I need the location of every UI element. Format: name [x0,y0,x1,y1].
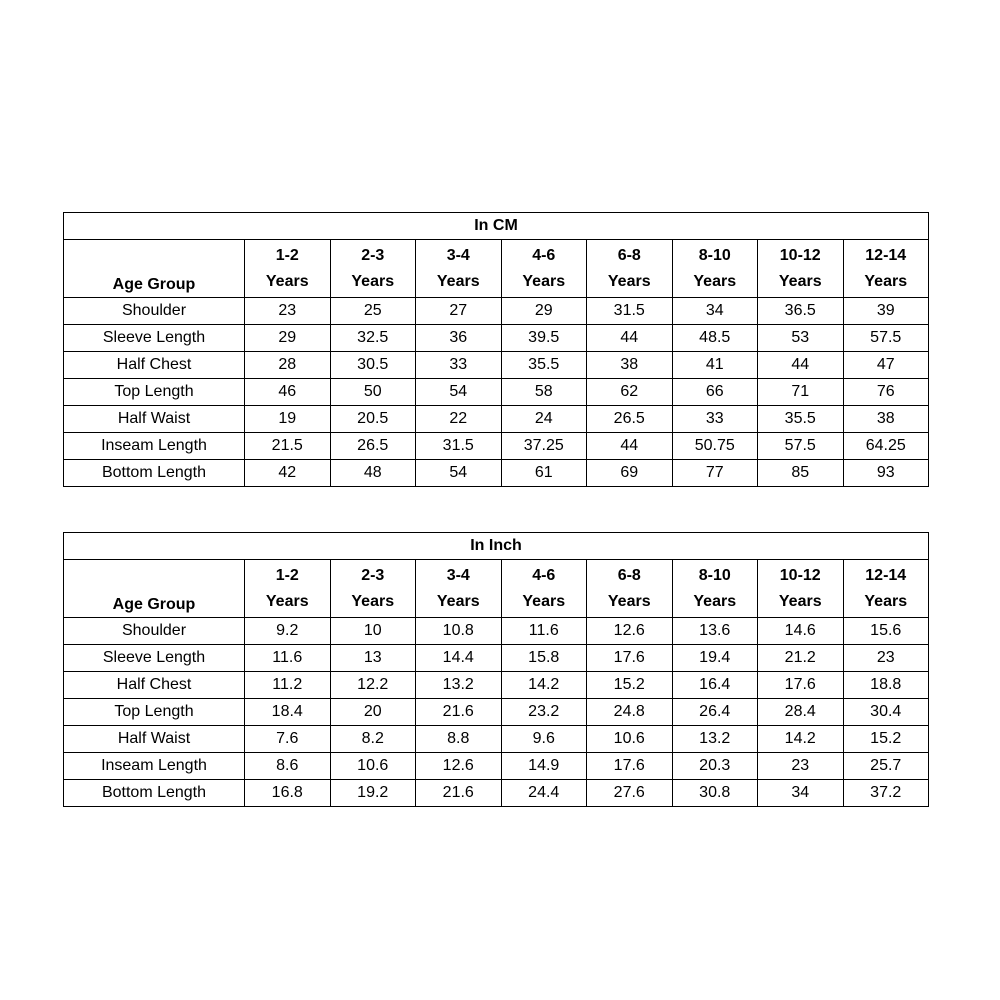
measurement-value: 9.6 [501,726,587,753]
measurement-value: 15.8 [501,645,587,672]
age-range: 10-12 [779,246,821,264]
measurement-label: Bottom Length [64,780,245,807]
measurement-value: 38 [843,406,929,433]
measurement-value: 13 [330,645,416,672]
measurement-value: 15.2 [843,726,929,753]
measurement-value: 69 [587,460,673,487]
measurement-value: 31.5 [587,298,673,325]
measurement-value: 11.2 [245,672,331,699]
age-unit: Years [522,592,566,610]
age-unit: Years [522,272,566,290]
measurement-value: 62 [587,379,673,406]
age-group-header [245,240,331,298]
measurement-value: 20.5 [330,406,416,433]
measurement-value: 25.7 [843,753,929,780]
table-row [64,298,929,325]
age-unit: Years [351,272,395,290]
measurement-value: 71 [758,379,844,406]
measurement-value: 46 [245,379,331,406]
measurement-value: 21.2 [758,645,844,672]
measurement-value: 20 [330,699,416,726]
measurement-value: 32.5 [330,325,416,352]
table-title-row [64,533,929,560]
measurement-value: 42 [245,460,331,487]
age-range: 4-6 [532,566,556,584]
age-group-header [758,240,844,298]
age-range: 6-8 [617,246,641,264]
measurement-value: 10.6 [330,753,416,780]
age-group-header-label: Age Group [64,240,245,298]
age-range: 10-12 [779,566,821,584]
age-unit: Years [693,592,737,610]
measurement-label: Half Waist [64,406,245,433]
measurement-value: 30.5 [330,352,416,379]
measurement-value: 21.6 [416,699,502,726]
measurement-value: 23 [758,753,844,780]
measurement-value: 19 [245,406,331,433]
measurement-value: 23 [245,298,331,325]
measurement-label: Bottom Length [64,460,245,487]
size-table-cm [63,212,929,487]
age-group-header [587,240,673,298]
measurement-value: 24 [501,406,587,433]
measurement-value: 35.5 [758,406,844,433]
measurement-value: 27.6 [587,780,673,807]
table-row [64,699,929,726]
age-group-header-row [64,240,929,298]
measurement-value: 34 [758,780,844,807]
measurement-value: 35.5 [501,352,587,379]
measurement-value: 93 [843,460,929,487]
measurement-value: 27 [416,298,502,325]
measurement-value: 28.4 [758,699,844,726]
age-group-header [672,560,758,618]
age-unit: Years [864,272,908,290]
measurement-value: 57.5 [758,433,844,460]
measurement-value: 17.6 [587,753,673,780]
age-range: 6-8 [617,566,641,584]
measurement-value: 9.2 [245,618,331,645]
measurement-value: 44 [587,325,673,352]
measurement-value: 37.2 [843,780,929,807]
measurement-value: 12.2 [330,672,416,699]
table-title: In CM [64,213,929,240]
age-unit: Years [864,592,908,610]
measurement-label: Inseam Length [64,753,245,780]
measurement-value: 19.4 [672,645,758,672]
measurement-value: 23 [843,645,929,672]
measurement-value: 37.25 [501,433,587,460]
measurement-value: 26.4 [672,699,758,726]
measurement-value: 8.8 [416,726,502,753]
measurement-value: 50 [330,379,416,406]
measurement-value: 11.6 [501,618,587,645]
age-range: 8-10 [698,246,731,264]
age-group-header [330,560,416,618]
age-range: 8-10 [698,566,731,584]
measurement-value: 10.6 [587,726,673,753]
measurement-value: 39.5 [501,325,587,352]
measurement-value: 21.5 [245,433,331,460]
age-group-header [416,560,502,618]
measurement-value: 39 [843,298,929,325]
measurement-label: Inseam Length [64,433,245,460]
measurement-value: 18.8 [843,672,929,699]
measurement-value: 57.5 [843,325,929,352]
measurement-value: 41 [672,352,758,379]
measurement-value: 12.6 [416,753,502,780]
measurement-value: 19.2 [330,780,416,807]
age-group-header-label: Age Group [64,560,245,618]
measurement-value: 12.6 [587,618,673,645]
measurement-value: 14.6 [758,618,844,645]
measurement-value: 61 [501,460,587,487]
measurement-value: 50.75 [672,433,758,460]
measurement-value: 30.8 [672,780,758,807]
measurement-value: 8.2 [330,726,416,753]
measurement-value: 44 [587,433,673,460]
measurement-value: 26.5 [587,406,673,433]
table-row [64,780,929,807]
measurement-value: 18.4 [245,699,331,726]
age-unit: Years [778,592,822,610]
measurement-value: 22 [416,406,502,433]
measurement-label: Shoulder [64,618,245,645]
measurement-value: 23.2 [501,699,587,726]
age-group-header [501,560,587,618]
measurement-value: 36.5 [758,298,844,325]
age-unit: Years [607,592,651,610]
age-range: 3-4 [446,246,470,264]
measurement-value: 17.6 [587,645,673,672]
age-group-header [587,560,673,618]
measurement-value: 24.8 [587,699,673,726]
table-title-row [64,213,929,240]
measurement-value: 14.2 [758,726,844,753]
age-unit: Years [607,272,651,290]
measurement-value: 15.2 [587,672,673,699]
table-row [64,645,929,672]
table-row [64,433,929,460]
age-range: 1-2 [275,246,299,264]
measurement-value: 48.5 [672,325,758,352]
age-group-header [672,240,758,298]
age-group-header [758,560,844,618]
measurement-label: Sleeve Length [64,325,245,352]
age-range: 2-3 [361,246,385,264]
measurement-value: 7.6 [245,726,331,753]
measurement-value: 64.25 [843,433,929,460]
measurement-value: 29 [501,298,587,325]
measurement-value: 34 [672,298,758,325]
age-unit: Years [351,592,395,610]
measurement-value: 48 [330,460,416,487]
measurement-value: 10.8 [416,618,502,645]
table-row [64,618,929,645]
measurement-value: 29 [245,325,331,352]
size-table-inch [63,532,929,807]
measurement-value: 38 [587,352,673,379]
age-group-header [501,240,587,298]
measurement-value: 54 [416,460,502,487]
measurement-value: 33 [416,352,502,379]
table-row [64,352,929,379]
table-row [64,460,929,487]
measurement-label: Shoulder [64,298,245,325]
age-range: 4-6 [532,246,556,264]
age-range: 2-3 [361,566,385,584]
measurement-value: 58 [501,379,587,406]
table-row [64,379,929,406]
measurement-value: 54 [416,379,502,406]
table-row [64,672,929,699]
measurement-value: 28 [245,352,331,379]
measurement-value: 20.3 [672,753,758,780]
age-group-header [843,560,929,618]
measurement-value: 11.6 [245,645,331,672]
measurement-value: 66 [672,379,758,406]
measurement-label: Sleeve Length [64,645,245,672]
age-range: 12-14 [865,246,907,264]
age-range: 12-14 [865,566,907,584]
table-row [64,726,929,753]
measurement-value: 31.5 [416,433,502,460]
measurement-label: Top Length [64,379,245,406]
age-group-header [416,240,502,298]
measurement-label: Top Length [64,699,245,726]
table-row [64,406,929,433]
measurement-label: Half Chest [64,352,245,379]
measurement-label: Half Chest [64,672,245,699]
measurement-value: 47 [843,352,929,379]
measurement-value: 44 [758,352,844,379]
table-row [64,325,929,352]
age-range: 1-2 [275,566,299,584]
measurement-label: Half Waist [64,726,245,753]
table-row [64,753,929,780]
measurement-value: 8.6 [245,753,331,780]
measurement-value: 26.5 [330,433,416,460]
measurement-value: 14.2 [501,672,587,699]
measurement-value: 21.6 [416,780,502,807]
measurement-value: 13.6 [672,618,758,645]
age-group-header [245,560,331,618]
measurement-value: 17.6 [758,672,844,699]
measurement-value: 76 [843,379,929,406]
age-range: 3-4 [446,566,470,584]
age-unit: Years [778,272,822,290]
measurement-value: 15.6 [843,618,929,645]
age-unit: Years [265,592,309,610]
measurement-value: 10 [330,618,416,645]
table-title: In Inch [64,533,929,560]
measurement-value: 36 [416,325,502,352]
measurement-value: 25 [330,298,416,325]
measurement-value: 16.8 [245,780,331,807]
measurement-value: 85 [758,460,844,487]
measurement-value: 30.4 [843,699,929,726]
age-group-header [843,240,929,298]
measurement-value: 53 [758,325,844,352]
measurement-value: 13.2 [672,726,758,753]
age-unit: Years [436,592,480,610]
measurement-value: 14.4 [416,645,502,672]
measurement-value: 33 [672,406,758,433]
measurement-value: 13.2 [416,672,502,699]
age-unit: Years [265,272,309,290]
measurement-value: 77 [672,460,758,487]
age-unit: Years [436,272,480,290]
age-unit: Years [693,272,737,290]
age-group-header-row [64,560,929,618]
measurement-value: 24.4 [501,780,587,807]
age-group-header [330,240,416,298]
measurement-value: 14.9 [501,753,587,780]
measurement-value: 16.4 [672,672,758,699]
